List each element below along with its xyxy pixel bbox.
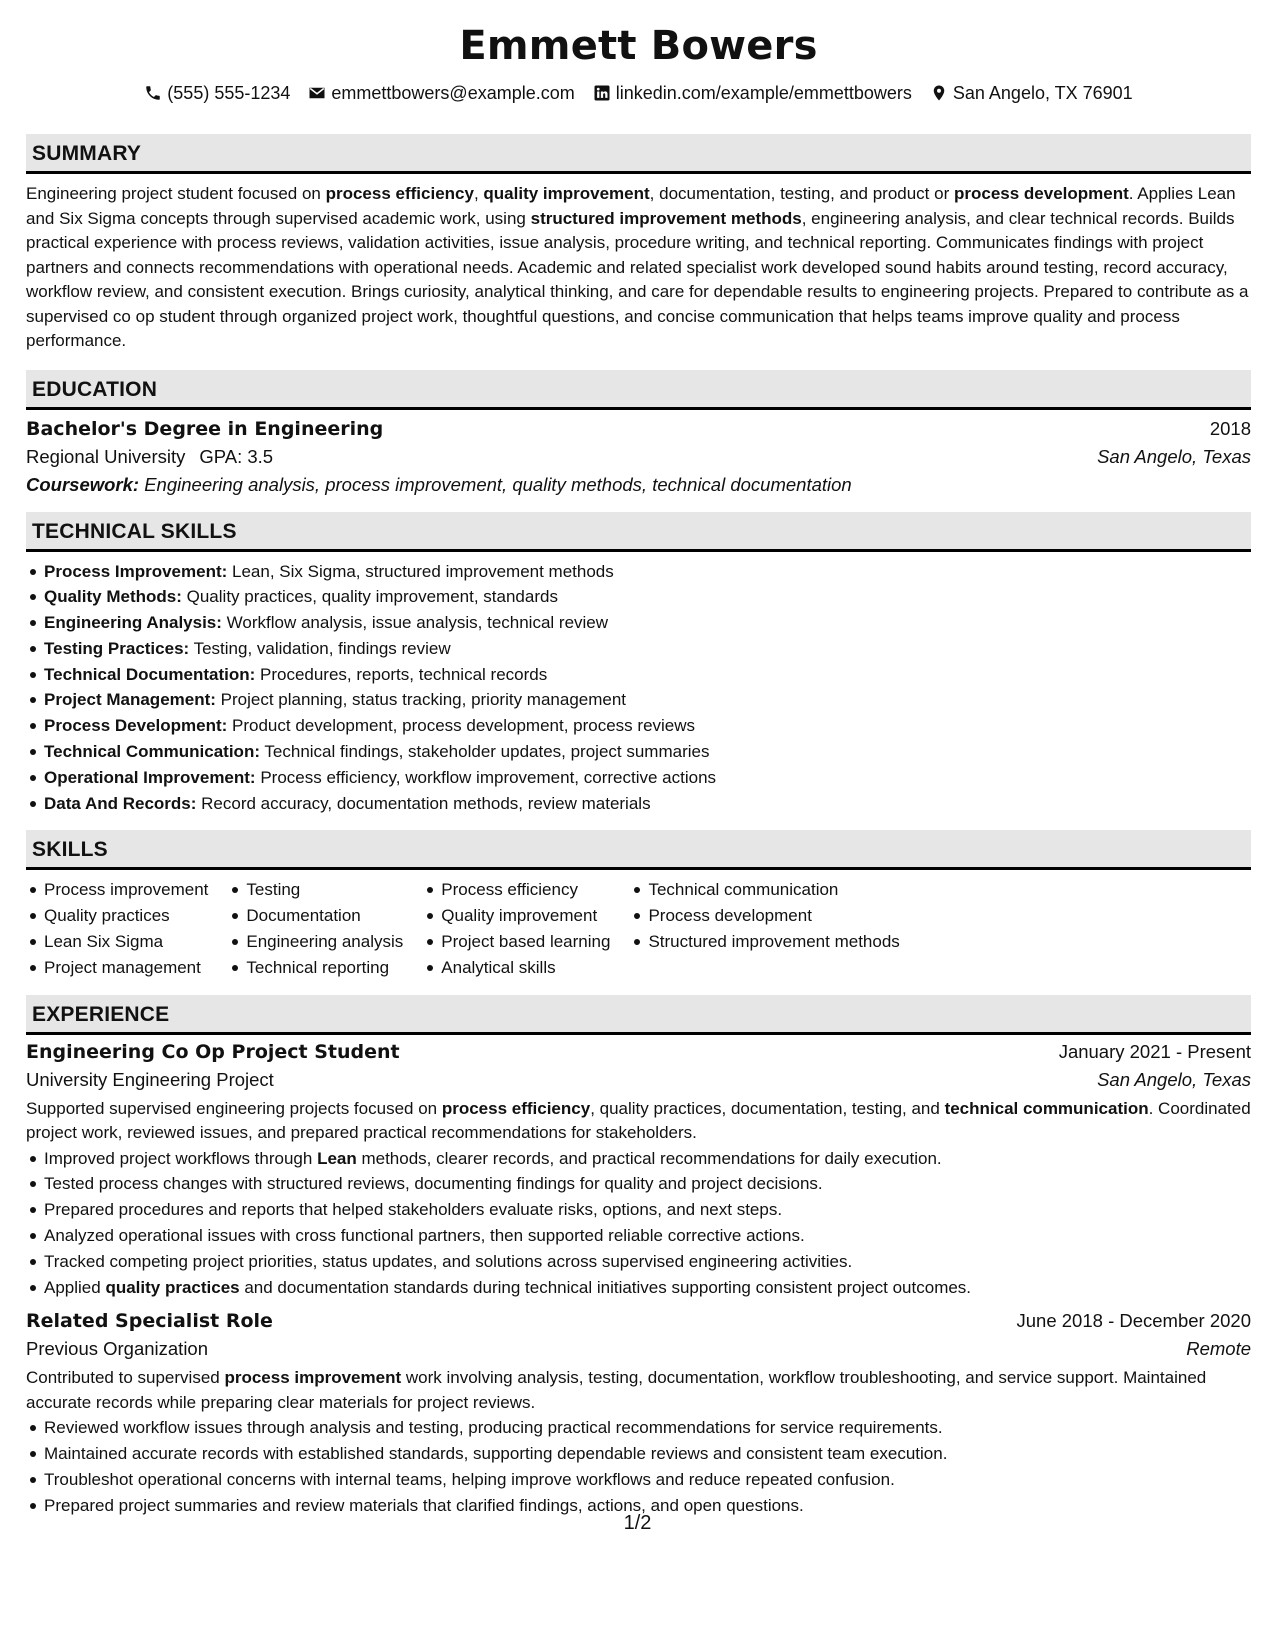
skill-item: Process efficiency [423, 877, 630, 903]
skill-value: Lean, Six Sigma, structured improvement methods [227, 561, 614, 581]
experience-jobs [26, 1041, 1251, 1519]
job-organization: University Engineering Project [26, 1068, 274, 1090]
section-heading: EDUCATION [26, 370, 1251, 410]
skill-label: Data And Records: [44, 793, 197, 813]
job-dates: January 2021 - Present [1058, 1040, 1251, 1062]
skill-item: Structured improvement methods [630, 929, 919, 955]
text-run: . Applies Lean and Six Sigma concepts through supervised academic work, using [26, 184, 1236, 228]
emphasis-text: quality improvement [483, 184, 650, 203]
job-row-2 [26, 1338, 1251, 1360]
skills-list [228, 877, 423, 980]
skill-label: Quality Methods: [44, 587, 182, 607]
skill-value: Procedures, reports, technical records [255, 664, 548, 684]
job-bullet [26, 1249, 1251, 1275]
skill-item: Technical communication [630, 877, 919, 903]
technical-skills-section [26, 512, 1251, 817]
summary-text [26, 182, 1251, 354]
emphasis-text: process improvement [224, 1368, 402, 1388]
emphasis-text: process efficiency [441, 1098, 591, 1118]
skill-value: Process efficiency, workflow improvement, corrective actions [255, 767, 717, 787]
section-heading: SUMMARY [26, 134, 1251, 174]
section-heading: SKILLS [26, 830, 1251, 870]
skill-item: Process development [630, 903, 919, 929]
text-run: Prepared procedures and reports that helped stakeholders evaluate risks, options, and next steps. [44, 1200, 783, 1220]
technical-skill-item [26, 559, 1251, 585]
job-row-2 [26, 1069, 1251, 1091]
text-run: Improved project workflows through [44, 1148, 318, 1168]
linkedin-text[interactable]: linkedin.com/example/emmettbowers [615, 82, 912, 103]
technical-skill-item [26, 791, 1251, 817]
text-run: Supported supervised engineering projects focused on [26, 1098, 442, 1118]
job-row-1 [26, 1041, 1251, 1063]
job-bullets [26, 1415, 1251, 1518]
job-bullet [26, 1275, 1251, 1301]
skill-item: Engineering analysis [228, 929, 423, 955]
skills-column [228, 877, 423, 980]
skills-list [630, 877, 919, 954]
map-pin-icon [930, 84, 948, 102]
skill-value: Project planning, status tracking, priority management [215, 690, 627, 710]
skill-value: Workflow analysis, issue analysis, technical review [221, 613, 609, 633]
skills-column [630, 877, 919, 980]
text-run: Analyzed operational issues with cross functional partners, then supported reliable corrective actions. [44, 1226, 805, 1246]
job-entry [26, 1041, 1251, 1301]
text-run: Tracked competing project priorities, status updates, and solutions across supervised engineering activities. [44, 1251, 853, 1271]
job-summary [26, 1366, 1251, 1415]
text-run: Reviewed workflow issues through analysis and testing, producing practical recommendations for service requirements. [44, 1418, 943, 1438]
skill-label: Operational Improvement: [44, 767, 256, 787]
job-title: Engineering Co Op Project Student [26, 1040, 400, 1063]
skill-label: Testing Practices: [44, 638, 190, 658]
technical-skill-item [26, 662, 1251, 688]
job-bullet [26, 1441, 1251, 1467]
linkedin-icon [593, 84, 611, 102]
job-bullet [26, 1171, 1251, 1197]
skills-column [423, 877, 630, 980]
text-run: , engineering analysis, and clear technical records. Builds practical experience with process reviews, validation activities, issue analysis, procedure writing, and technical reporting. Communicates findings with project partners and connects recommendations with operational needs. Academic and related specialist work developed sound habits around testing, record accuracy, workflow review, and consistent execution. Brings curiosity, analytical thinking, and care for dependable results to engineering projects. Prepared to contribute as a supervised co op student through organized project work, thoughtful questions, and concise communication that helps teams improve quality and process performance. [26, 208, 1249, 350]
skills-list [26, 877, 228, 980]
skill-item: Quality improvement [423, 903, 630, 929]
technical-skill-item [26, 610, 1251, 636]
emphasis-text: structured improvement methods [530, 208, 802, 228]
education-location: San Angelo, Texas [1097, 445, 1251, 467]
text-run: and documentation standards during technical initiatives supporting consistent project outcomes. [239, 1277, 972, 1297]
coursework-text: Engineering analysis, process improvement, quality methods, technical documentation [139, 473, 852, 495]
skills-section [26, 830, 1251, 980]
job-location: San Angelo, Texas [1097, 1068, 1251, 1090]
contact-linkedin[interactable] [593, 83, 912, 104]
job-title: Related Specialist Role [26, 1310, 273, 1333]
skills-list [423, 877, 630, 980]
text-run: Prepared project summaries and review materials that clarified findings, actions, and open questions. [44, 1495, 804, 1515]
job-bullet [26, 1197, 1251, 1223]
skill-item: Process improvement [26, 877, 228, 903]
skill-item: Technical reporting [228, 955, 423, 981]
school-name: Regional University [26, 445, 186, 467]
job-bullet [26, 1223, 1251, 1249]
job-bullet [26, 1146, 1251, 1172]
section-heading: EXPERIENCE [26, 995, 1251, 1035]
emphasis-text: quality practices [105, 1277, 240, 1297]
skill-value: Record accuracy, documentation methods, review materials [196, 793, 651, 813]
job-row-1 [26, 1310, 1251, 1332]
skill-value: Product development, process development, process reviews [227, 716, 696, 736]
text-run: . Coordinated project work, reviewed issues, and prepared practical recommendations for stakeholders. [26, 1098, 1251, 1143]
contact-bar [26, 80, 1251, 106]
job-summary [26, 1097, 1251, 1146]
text-run: Troubleshot operational concerns with internal teams, helping improve workflows and reduce repeated confusion. [44, 1470, 895, 1490]
education-row-1 [26, 418, 1251, 440]
skill-item: Documentation [228, 903, 423, 929]
text-run: , documentation, testing, and product or [649, 184, 954, 203]
phone-text: (555) 555-1234 [167, 82, 291, 103]
coursework-label: Coursework: [26, 473, 140, 495]
skill-label: Project Management: [44, 690, 216, 710]
experience-section [26, 995, 1251, 1519]
technical-skill-item [26, 584, 1251, 610]
degree-title: Bachelor's Degree in Engineering [26, 417, 384, 440]
skill-label: Process Improvement: [44, 561, 228, 581]
skill-item: Project based learning [423, 929, 630, 955]
skill-value: Technical findings, stakeholder updates, project summaries [260, 742, 710, 762]
skills-column [26, 877, 228, 980]
emphasis-text: process development [953, 184, 1129, 203]
technical-skill-item [26, 636, 1251, 662]
technical-skill-item [26, 713, 1251, 739]
job-entry [26, 1310, 1251, 1518]
skill-value: Testing, validation, findings review [189, 638, 451, 658]
job-bullet [26, 1467, 1251, 1493]
skills-grid [26, 877, 1251, 980]
text-run: Contributed to supervised [26, 1368, 225, 1388]
text-run: Applied [44, 1277, 106, 1297]
skill-item: Quality practices [26, 903, 228, 929]
envelope-icon [308, 84, 326, 102]
text-run: Engineering project student focused on [26, 184, 326, 203]
email-text[interactable]: emmettbowers@example.com [331, 82, 575, 103]
skill-item: Lean Six Sigma [26, 929, 228, 955]
job-organization: Previous Organization [26, 1338, 209, 1360]
emphasis-text: process efficiency [325, 184, 474, 203]
contact-email[interactable] [308, 83, 574, 104]
resume-page [26, 18, 1251, 1519]
skill-label: Technical Documentation: [44, 664, 256, 684]
skill-label: Technical Communication: [44, 742, 260, 762]
text-run: , quality practices, documentation, testing, and [590, 1098, 945, 1118]
graduation-year: 2018 [1209, 417, 1251, 439]
skill-item: Testing [228, 877, 423, 903]
summary-section [26, 134, 1251, 354]
job-location: Remote [1186, 1338, 1251, 1360]
job-bullets [26, 1146, 1251, 1301]
text-run: methods, clearer records, and practical recommendations for daily execution. [356, 1148, 942, 1168]
technical-skill-item [26, 765, 1251, 791]
gpa: GPA: 3.5 [199, 445, 274, 467]
section-heading: TECHNICAL SKILLS [26, 512, 1251, 552]
job-dates: June 2018 - December 2020 [1016, 1310, 1251, 1332]
skill-label: Process Development: [44, 716, 228, 736]
education-section [26, 370, 1251, 496]
contact-phone [144, 83, 290, 104]
text-run: Maintained accurate records with established standards, supporting dependable reviews and consistent team execution. [44, 1444, 948, 1464]
coursework-line [26, 474, 1251, 496]
school-info [26, 446, 273, 468]
text-run: work involving analysis, testing, documentation, workflow troubleshooting, and service support. Maintained accurate records while preparing clear materials for project reviews. [26, 1368, 1207, 1412]
contact-location [930, 83, 1133, 104]
technical-skill-item [26, 687, 1251, 713]
text-run: , [473, 184, 484, 203]
technical-skill-item [26, 739, 1251, 765]
technical-skills-list [26, 559, 1251, 817]
job-bullet [26, 1415, 1251, 1441]
emphasis-text: technical communication [944, 1098, 1149, 1118]
skill-item: Project management [26, 955, 228, 981]
skill-label: Engineering Analysis: [44, 613, 222, 633]
skill-value: Quality practices, quality improvement, standards [181, 587, 558, 607]
skill-item: Analytical skills [423, 955, 630, 981]
page-number: 1/2 [623, 1512, 652, 1534]
emphasis-text: Lean [317, 1148, 357, 1168]
location-text: San Angelo, TX 76901 [952, 82, 1133, 103]
text-run: Tested process changes with structured reviews, documenting findings for quality and project decisions. [44, 1174, 823, 1194]
education-row-2 [26, 446, 1251, 468]
phone-icon [144, 84, 162, 102]
candidate-name: Emmett Bowers [459, 23, 818, 69]
